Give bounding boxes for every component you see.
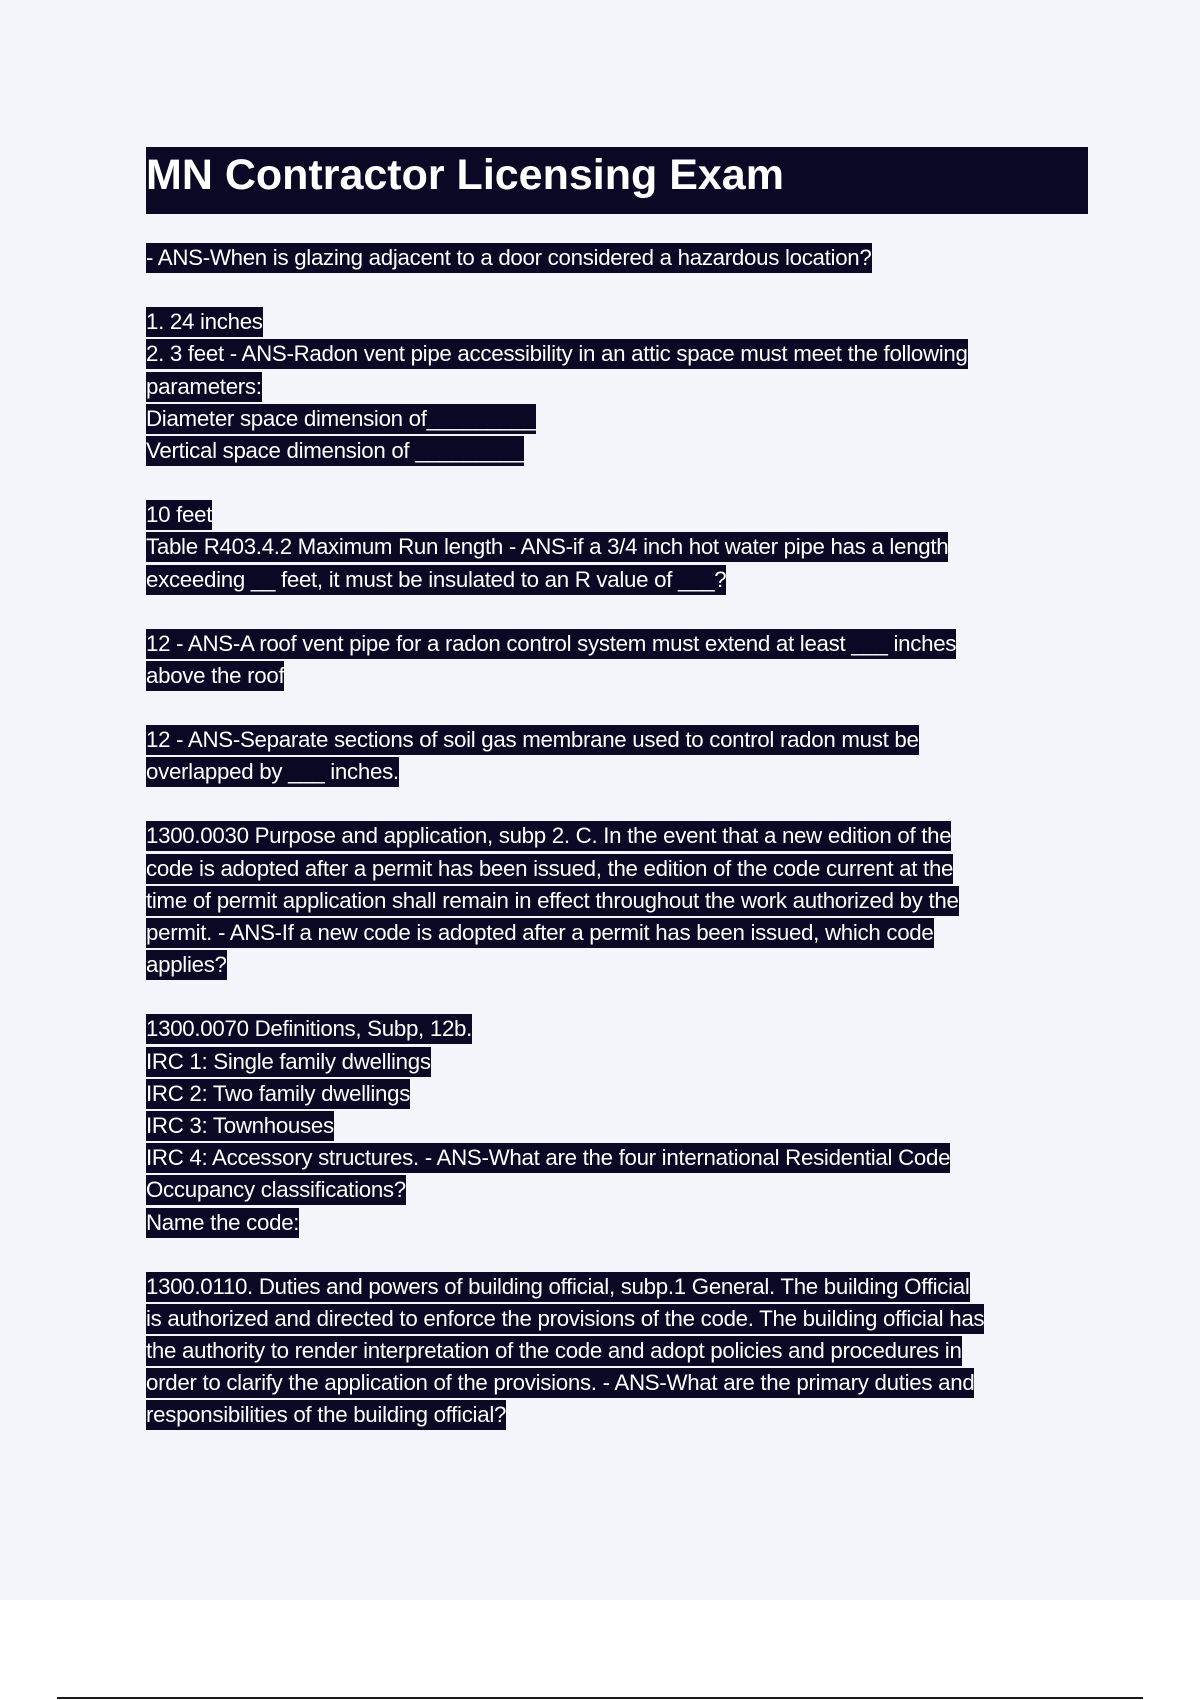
text-line: permit. - ANS-If a new code is adopted after a permit has been issued, which code: [146, 918, 934, 948]
qa-block-6: [146, 820, 1091, 981]
text-line: IRC 4: Accessory structures. - ANS-What are the four international Residential Code: [146, 1143, 950, 1173]
text-line: 1300.0070 Definitions, Subp, 12b.: [146, 1014, 472, 1044]
text-line: Occupancy classifications?: [146, 1175, 406, 1205]
text-line: parameters:: [146, 372, 262, 402]
text-line: IRC 1: Single family dwellings: [146, 1047, 431, 1077]
text-line: 1. 24 inches: [146, 307, 263, 337]
text-line: responsibilities of the building official?: [146, 1400, 506, 1430]
text-line: order to clarify the application of the provisions. - ANS-What are the primary duties and: [146, 1368, 974, 1398]
text-line: IRC 2: Two family dwellings: [146, 1079, 410, 1109]
document-title: MN Contractor Licensing Exam: [146, 151, 784, 199]
text-line: exceeding __ feet, it must be insulated to an R value of ___?: [146, 565, 726, 595]
text-line: 1300.0030 Purpose and application, subp 2. C. In the event that a new edition of the: [146, 821, 951, 851]
text-line: 2. 3 feet - ANS-Radon vent pipe accessibility in an attic space must meet the following: [146, 339, 968, 369]
text-line: the authority to render interpretation of the code and adopt policies and procedures in: [146, 1336, 962, 1366]
text-line: IRC 3: Townhouses: [146, 1111, 334, 1141]
text-line: above the roof: [146, 661, 284, 691]
qa-block-8: [146, 1271, 1091, 1432]
text-line: Table R403.4.2 Maximum Run length - ANS-if a 3/4 inch hot water pipe has a length: [146, 532, 948, 562]
text-line: Vertical space dimension of _________: [146, 436, 524, 466]
text-line: Diameter space dimension of_________: [146, 404, 536, 434]
qa-block-4: [146, 628, 1091, 692]
page-divider: [57, 1697, 1143, 1699]
text-line: - ANS-When is glazing adjacent to a door considered a hazardous location?: [146, 243, 872, 273]
qa-block-3: [146, 499, 1091, 596]
text-line: code is adopted after a permit has been issued, the edition of the code current at the: [146, 854, 953, 884]
page-gap: [0, 1600, 1200, 1700]
qa-block-7: [146, 1013, 1091, 1238]
text-line: 12 - ANS-Separate sections of soil gas membrane used to control radon must be: [146, 725, 919, 755]
text-line: 10 feet: [146, 500, 212, 530]
text-line: 12 - ANS-A roof vent pipe for a radon control system must extend at least ___ inches: [146, 629, 956, 659]
title-banner: [146, 147, 1088, 214]
text-line: 1300.0110. Duties and powers of building official, subp.1 General. The building Official: [146, 1272, 970, 1302]
text-line: time of permit application shall remain in effect throughout the work authorized by the: [146, 886, 959, 916]
text-line: Name the code:: [146, 1208, 299, 1238]
document-content: [146, 147, 1091, 1464]
text-line: overlapped by ___ inches.: [146, 757, 399, 787]
text-line: applies?: [146, 950, 227, 980]
qa-block-5: [146, 724, 1091, 788]
qa-block-1: [146, 242, 1091, 274]
text-line: is authorized and directed to enforce the provisions of the code. The building official has: [146, 1304, 984, 1334]
qa-block-2: [146, 306, 1091, 467]
